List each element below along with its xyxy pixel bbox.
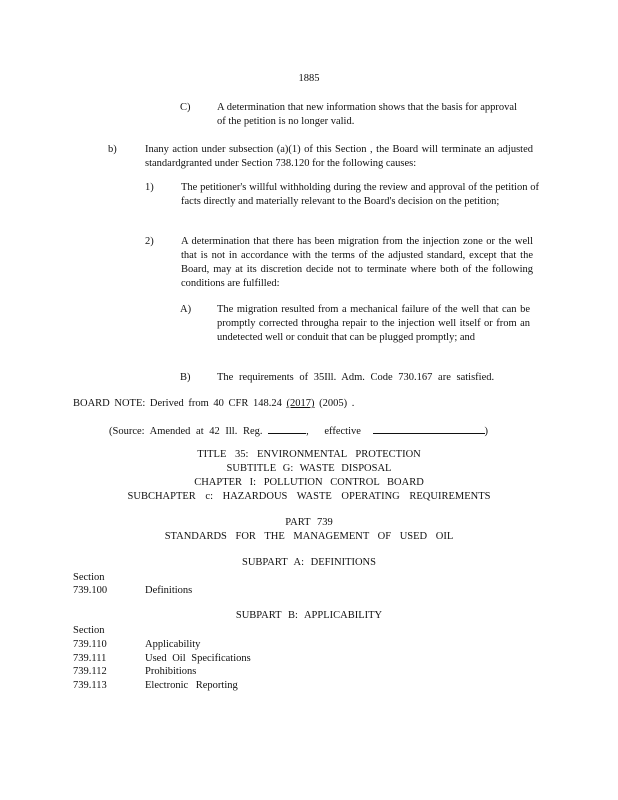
board-note-deleted-year: (2005)	[319, 398, 348, 409]
section-label: Section	[73, 572, 105, 583]
section-title: Applicability	[145, 639, 201, 650]
source-note-effective: effective	[324, 426, 361, 437]
item-marker-2: 2)	[145, 236, 154, 247]
item-text-1: The petitioner's willful withholding during the review and approval of the petition of facts directly and materially relevant to the Board's decision on the petition;	[181, 182, 539, 207]
subpart-b-heading: SUBPART B: APPLICABILITY	[235, 610, 383, 621]
subitem-text-b: The requirements of 35Ill. Adm. Code 730.167 are satisfied.	[217, 372, 495, 383]
subitem-marker-b: B)	[180, 372, 191, 383]
section-title: Used Oil Specifications	[145, 653, 251, 664]
title-heading: TITLE 35: ENVIRONMENTAL PROTECTION	[197, 449, 421, 460]
item-text-c: A determination that new information shows that the basis for approval of the petition is no longer valid.	[217, 102, 517, 127]
effective-date-blank	[373, 423, 485, 434]
item-marker-c: C)	[180, 102, 191, 113]
section-title: Prohibitions	[145, 666, 197, 677]
source-note-comma: ,	[306, 426, 309, 437]
subpart-a-heading: SUBPART A: DEFINITIONS	[242, 557, 376, 568]
section-label: Section	[73, 625, 105, 636]
section-number: 739.110	[73, 639, 107, 650]
section-number: 739.112	[73, 666, 107, 677]
source-note	[109, 423, 488, 439]
register-page-blank	[268, 423, 306, 434]
subtitle-heading: SUBTITLE G: WASTE DISPOSAL	[226, 463, 392, 474]
chapter-heading: CHAPTER I: POLLUTION CONTROL BOARD	[194, 477, 424, 488]
part-title-heading: STANDARDS FOR THE MANAGEMENT OF USED OIL	[164, 531, 454, 542]
board-note-prefix: BOARD NOTE: Derived from 40 CFR 148.24	[73, 398, 282, 409]
part-heading: PART 739	[285, 517, 333, 528]
source-note-close: )	[484, 426, 489, 437]
item-text-b: Inany action under subsection (a)(1) of this Section , the Board will terminate an adjusted standardgranted under Section 738.120 for the following causes:	[145, 144, 533, 169]
subitem-marker-a: A)	[180, 304, 192, 315]
page-number: 1885	[298, 73, 320, 84]
source-note-prefix: (Source: Amended at 42 Ill. Reg.	[109, 426, 263, 437]
item-marker-b: b)	[108, 144, 117, 155]
board-note-suffix: .	[351, 398, 355, 409]
section-number: 739.113	[73, 680, 107, 691]
subitem-text-a: The migration resulted from a mechanical failure of the well that can be promptly corrected througha repair to the injection well itself or from an undetected well or conduit that can be plugged promptly; and	[217, 304, 530, 343]
item-marker-1: 1)	[145, 182, 154, 193]
board-note	[73, 397, 354, 411]
section-number: 739.100	[73, 585, 108, 596]
section-title: Definitions	[145, 585, 193, 596]
subchapter-heading: SUBCHAPTER c: HAZARDOUS WASTE OPERATING REQUIREMENTS	[127, 491, 491, 502]
item-text-2: A determination that there has been migration from the injection zone or the well that is not in accordance with the terms of the adjusted standard, except that the Board, may at its discretion decide not to terminate where both of the following conditions are fulfilled:	[181, 236, 533, 289]
section-title: Electronic Reporting	[145, 680, 238, 691]
board-note-inserted-year: (2017)	[286, 398, 315, 409]
section-number: 739.111	[73, 653, 107, 664]
